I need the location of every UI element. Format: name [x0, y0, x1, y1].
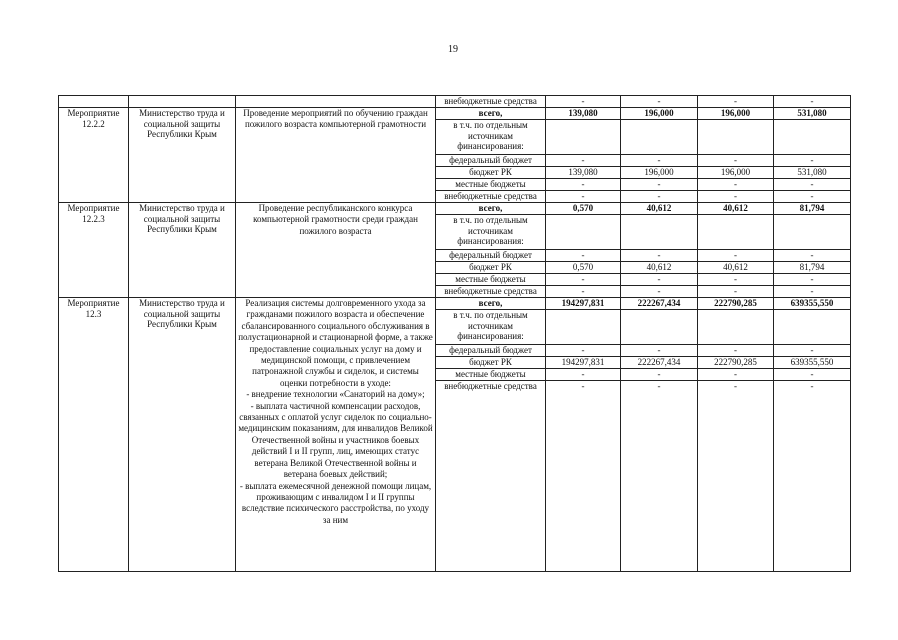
value-cell: 40,612	[698, 203, 774, 215]
measure-code: Мероприятие 12.2.3	[59, 203, 129, 298]
value-cell: -	[546, 369, 621, 381]
row-label: в т.ч. по отдельным источникам финансирования:	[436, 310, 546, 345]
value-cell: -	[621, 286, 698, 298]
value-cell: 531,080	[774, 108, 851, 120]
value-cell: -	[698, 345, 774, 357]
row-label: всего,	[436, 108, 546, 120]
value-cell: 639355,550	[774, 298, 851, 310]
value-cell: 194297,831	[546, 357, 621, 369]
value-cell: 40,612	[621, 262, 698, 274]
measure-executor: Министерство труда и социальной защиты Республики Крым	[129, 298, 236, 572]
value-cell	[621, 120, 698, 155]
value-cell: -	[621, 96, 698, 108]
budget-table-container	[58, 95, 850, 585]
value-cell: -	[621, 345, 698, 357]
value-cell: -	[698, 250, 774, 262]
value-cell	[698, 215, 774, 250]
value-cell: 0,570	[546, 262, 621, 274]
measure-code: Мероприятие 12.2.2	[59, 108, 129, 203]
row-label: местные бюджеты	[436, 369, 546, 381]
value-cell: -	[546, 381, 621, 572]
row-label: федеральный бюджет	[436, 155, 546, 167]
value-cell: -	[774, 250, 851, 262]
value-cell	[621, 215, 698, 250]
row-label: местные бюджеты	[436, 274, 546, 286]
value-cell: 81,794	[774, 203, 851, 215]
value-cell: -	[546, 191, 621, 203]
value-cell: 639355,550	[774, 357, 851, 369]
page-number: 19	[448, 44, 458, 55]
value-cell: -	[546, 286, 621, 298]
value-cell: 40,612	[621, 203, 698, 215]
value-cell: -	[546, 250, 621, 262]
value-cell	[698, 310, 774, 345]
value-cell: 196,000	[621, 167, 698, 179]
value-cell: -	[546, 179, 621, 191]
value-cell: -	[621, 274, 698, 286]
value-cell: 81,794	[774, 262, 851, 274]
value-cell: -	[621, 191, 698, 203]
row-label: внебюджетные средства	[436, 96, 546, 108]
value-cell: 196,000	[621, 108, 698, 120]
value-cell: -	[698, 274, 774, 286]
value-cell: -	[698, 96, 774, 108]
value-cell: 40,612	[698, 262, 774, 274]
value-cell	[546, 310, 621, 345]
value-cell: -	[621, 179, 698, 191]
row-label: всего,	[436, 298, 546, 310]
measure-description: Проведение республиканского конкурса компьютерной грамотности среди граждан пожилого возраста	[236, 203, 436, 298]
value-cell	[774, 120, 851, 155]
value-cell	[698, 120, 774, 155]
measure-executor: Министерство труда и социальной защиты Республики Крым	[129, 108, 236, 203]
value-cell: 222267,434	[621, 298, 698, 310]
measure-code: Мероприятие 12.3	[59, 298, 129, 572]
value-cell: 196,000	[698, 108, 774, 120]
table-row	[59, 108, 851, 120]
table-row	[59, 203, 851, 215]
row-label: внебюджетные средства	[436, 191, 546, 203]
value-cell: -	[774, 286, 851, 298]
value-cell: 139,080	[546, 167, 621, 179]
value-cell: -	[698, 286, 774, 298]
value-cell: 531,080	[774, 167, 851, 179]
value-cell: -	[546, 274, 621, 286]
value-cell: -	[698, 155, 774, 167]
value-cell: 222790,285	[698, 357, 774, 369]
row-label: в т.ч. по отдельным источникам финансирования:	[436, 215, 546, 250]
row-label: бюджет РК	[436, 262, 546, 274]
value-cell: -	[546, 345, 621, 357]
measure-executor: Министерство труда и социальной защиты Республики Крым	[129, 203, 236, 298]
value-cell: 196,000	[698, 167, 774, 179]
value-cell: -	[698, 381, 774, 572]
value-cell	[546, 120, 621, 155]
value-cell: -	[621, 250, 698, 262]
value-cell	[546, 215, 621, 250]
value-cell: -	[698, 191, 774, 203]
value-cell: -	[698, 179, 774, 191]
value-cell	[621, 310, 698, 345]
row-label: внебюджетные средства	[436, 381, 546, 572]
value-cell: -	[774, 191, 851, 203]
row-label: местные бюджеты	[436, 179, 546, 191]
value-cell: -	[546, 155, 621, 167]
row-label: в т.ч. по отдельным источникам финансирования:	[436, 120, 546, 155]
value-cell: -	[774, 381, 851, 572]
row-label: всего,	[436, 203, 546, 215]
value-cell: -	[774, 345, 851, 357]
measure-description: Проведение мероприятий по обучению граждан пожилого возраста компьютерной грамотности	[236, 108, 436, 203]
measure-description: Реализация системы долговременного ухода за гражданами пожилого возраста и обеспечение сбалансированного социального обслуживания в полустационарной и стационарной форме, а также предоставление социальных услуг на дому и медицинской помощи, с привлечением патронажной службы и сиделок, и системы оценки потребности в уходе: - внедрение технологии «Санаторий на дому»; - выплата частичной компенсации расходов, связанных с оплатой услуг сиделок по социально-медицинским показаниям, для инвалидов Великой Отечественной войны и участников боевых действий I и II групп, лиц, имеющих статус ветерана Великой Отечественной войны и ветерана боевых действий; - выплата ежемесячной денежной помощи лицам, проживающим с инвалидом I и II группы вследствие психического расстройства, по уходу за ним	[236, 298, 436, 572]
value-cell: 194297,831	[546, 298, 621, 310]
value-cell: -	[774, 155, 851, 167]
table-row	[59, 298, 851, 310]
value-cell: -	[774, 96, 851, 108]
value-cell: 222267,434	[621, 357, 698, 369]
value-cell: -	[774, 179, 851, 191]
value-cell: 139,080	[546, 108, 621, 120]
table-row	[59, 96, 851, 108]
value-cell	[774, 215, 851, 250]
value-cell: -	[621, 155, 698, 167]
row-label: бюджет РК	[436, 167, 546, 179]
value-cell: 0,570	[546, 203, 621, 215]
value-cell: -	[546, 96, 621, 108]
value-cell: -	[698, 369, 774, 381]
value-cell: -	[774, 274, 851, 286]
value-cell	[774, 310, 851, 345]
value-cell: -	[621, 369, 698, 381]
row-label: федеральный бюджет	[436, 345, 546, 357]
row-label: бюджет РК	[436, 357, 546, 369]
value-cell: 222790,285	[698, 298, 774, 310]
value-cell: -	[621, 381, 698, 572]
value-cell: -	[774, 369, 851, 381]
row-label: федеральный бюджет	[436, 250, 546, 262]
budget-table	[58, 95, 851, 572]
row-label: внебюджетные средства	[436, 286, 546, 298]
